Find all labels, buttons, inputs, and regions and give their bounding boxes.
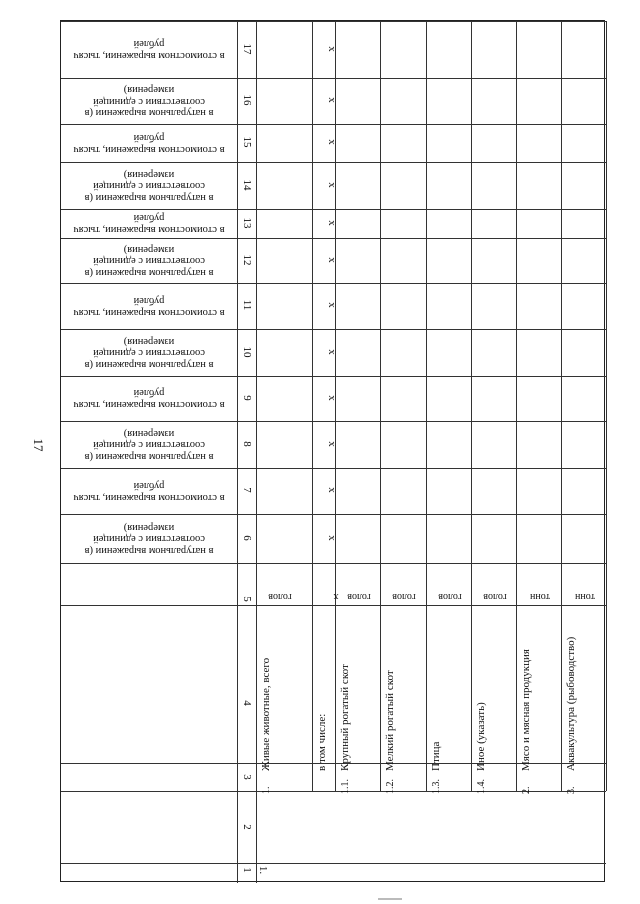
column-header-14: в натуральном выражении (в соответствии с единицей измерения) [84, 168, 214, 203]
row-code: 1.1. [340, 779, 351, 794]
cross-mark: х [326, 97, 338, 103]
column-number-3: 3 [241, 774, 253, 780]
column-number-1: 1 [241, 867, 253, 873]
row-code: 2. [521, 786, 532, 794]
grid-line-v [426, 21, 427, 791]
form-table [60, 20, 605, 882]
column-number-5: 5 [241, 596, 253, 602]
column-header-9: в стоимостном выражении, тысяч рублей [73, 387, 225, 411]
column-number-7: 7 [241, 487, 253, 493]
grid-line-v [471, 21, 472, 791]
cross-mark: х [326, 348, 338, 355]
grid-line-v [606, 21, 607, 791]
row-unit: голов [268, 591, 292, 602]
row-code: 1.4. [476, 779, 487, 794]
column-number-16: 16 [241, 94, 253, 106]
column-header-6: в натуральном выражении (в соответствии с единицей измерения) [84, 521, 214, 556]
first-column-value: 1. [257, 865, 269, 875]
column-number-17: 17 [241, 43, 253, 54]
grid-line-v [380, 21, 381, 791]
row-name: Птица [430, 741, 442, 771]
scan-mark [378, 898, 402, 900]
row-name: Мелкий рогатый скот [384, 670, 396, 771]
row-name: Иное (указать) [475, 702, 487, 771]
row-unit: тонн [530, 591, 550, 602]
column-header-16: в натуральном выражении (в соответствии с единицей измерения) [84, 84, 214, 119]
column-header-11: в стоимостном выражении, тысяч рублей [73, 295, 225, 318]
column-header-10: в натуральном выражении (в соответствии с единицей измерения) [84, 335, 214, 370]
cross-mark: х [326, 394, 338, 401]
column-header-7: в стоимостном выражении, тысяч рублей [73, 480, 225, 503]
column-header-8: в натуральном выражении (в соответствии с единицей измерения) [84, 427, 214, 462]
column-number-12: 12 [241, 254, 253, 265]
cross-mark: х [326, 440, 338, 447]
page-number: 17 [31, 438, 46, 452]
row-unit: х [333, 591, 339, 602]
grid-line-v [561, 21, 562, 791]
cross-mark: х [326, 302, 338, 308]
row-unit: голов [483, 591, 507, 602]
cross-mark: х [326, 487, 338, 493]
column-header-13: в стоимостном выражении, тысяч рублей [73, 212, 225, 236]
column-header-17: в стоимостном выражении, тысяч рублей [73, 38, 225, 62]
row-unit: голов [347, 591, 371, 602]
column-number-11: 11 [241, 299, 253, 311]
column-number-13: 13 [241, 217, 253, 228]
column-number-9: 9 [241, 394, 253, 401]
row-code: 1.2. [385, 779, 396, 794]
cross-mark: х [326, 219, 338, 226]
row-name: в том числе: [316, 713, 328, 771]
row-name: Мясо и мясная продукция [520, 649, 532, 771]
grid-line-v [237, 21, 238, 883]
cross-mark: х [326, 45, 338, 52]
row-code: 1. [261, 786, 272, 794]
row-unit: голов [438, 591, 462, 602]
column-number-15: 15 [241, 136, 253, 148]
grid-line-h [61, 863, 606, 864]
row-unit: тонн [575, 591, 595, 602]
column-number-8: 8 [241, 440, 253, 447]
row-unit: голов [392, 591, 416, 602]
column-number-14: 14 [241, 179, 253, 190]
row-name: Крупный рогатый скот [339, 664, 351, 771]
row-code: 1.3. [431, 779, 442, 794]
cross-mark: х [326, 181, 338, 188]
grid-line-v [312, 21, 313, 791]
column-header-15: в стоимостном выражении, тысяч рублей [73, 132, 225, 155]
cross-mark: х [326, 139, 338, 145]
cross-mark: х [326, 534, 338, 541]
grid-line-v [256, 21, 257, 791]
row-name: Живые животные, всего [260, 657, 272, 771]
row-name: Аквакультура (рыбоводство) [565, 636, 577, 771]
column-header-12: в натуральном выражении (в соответствии с единицей измерения) [84, 243, 214, 278]
column-number-4: 4 [241, 700, 253, 706]
row-code: 3. [566, 786, 577, 794]
column-number-10: 10 [241, 346, 253, 357]
grid-line-h [61, 563, 606, 564]
grid-line-v [516, 21, 517, 791]
grid-line-h [61, 605, 606, 606]
column-number-2: 2 [241, 824, 253, 830]
cross-mark: х [326, 256, 338, 263]
column-number-6: 6 [241, 534, 253, 541]
